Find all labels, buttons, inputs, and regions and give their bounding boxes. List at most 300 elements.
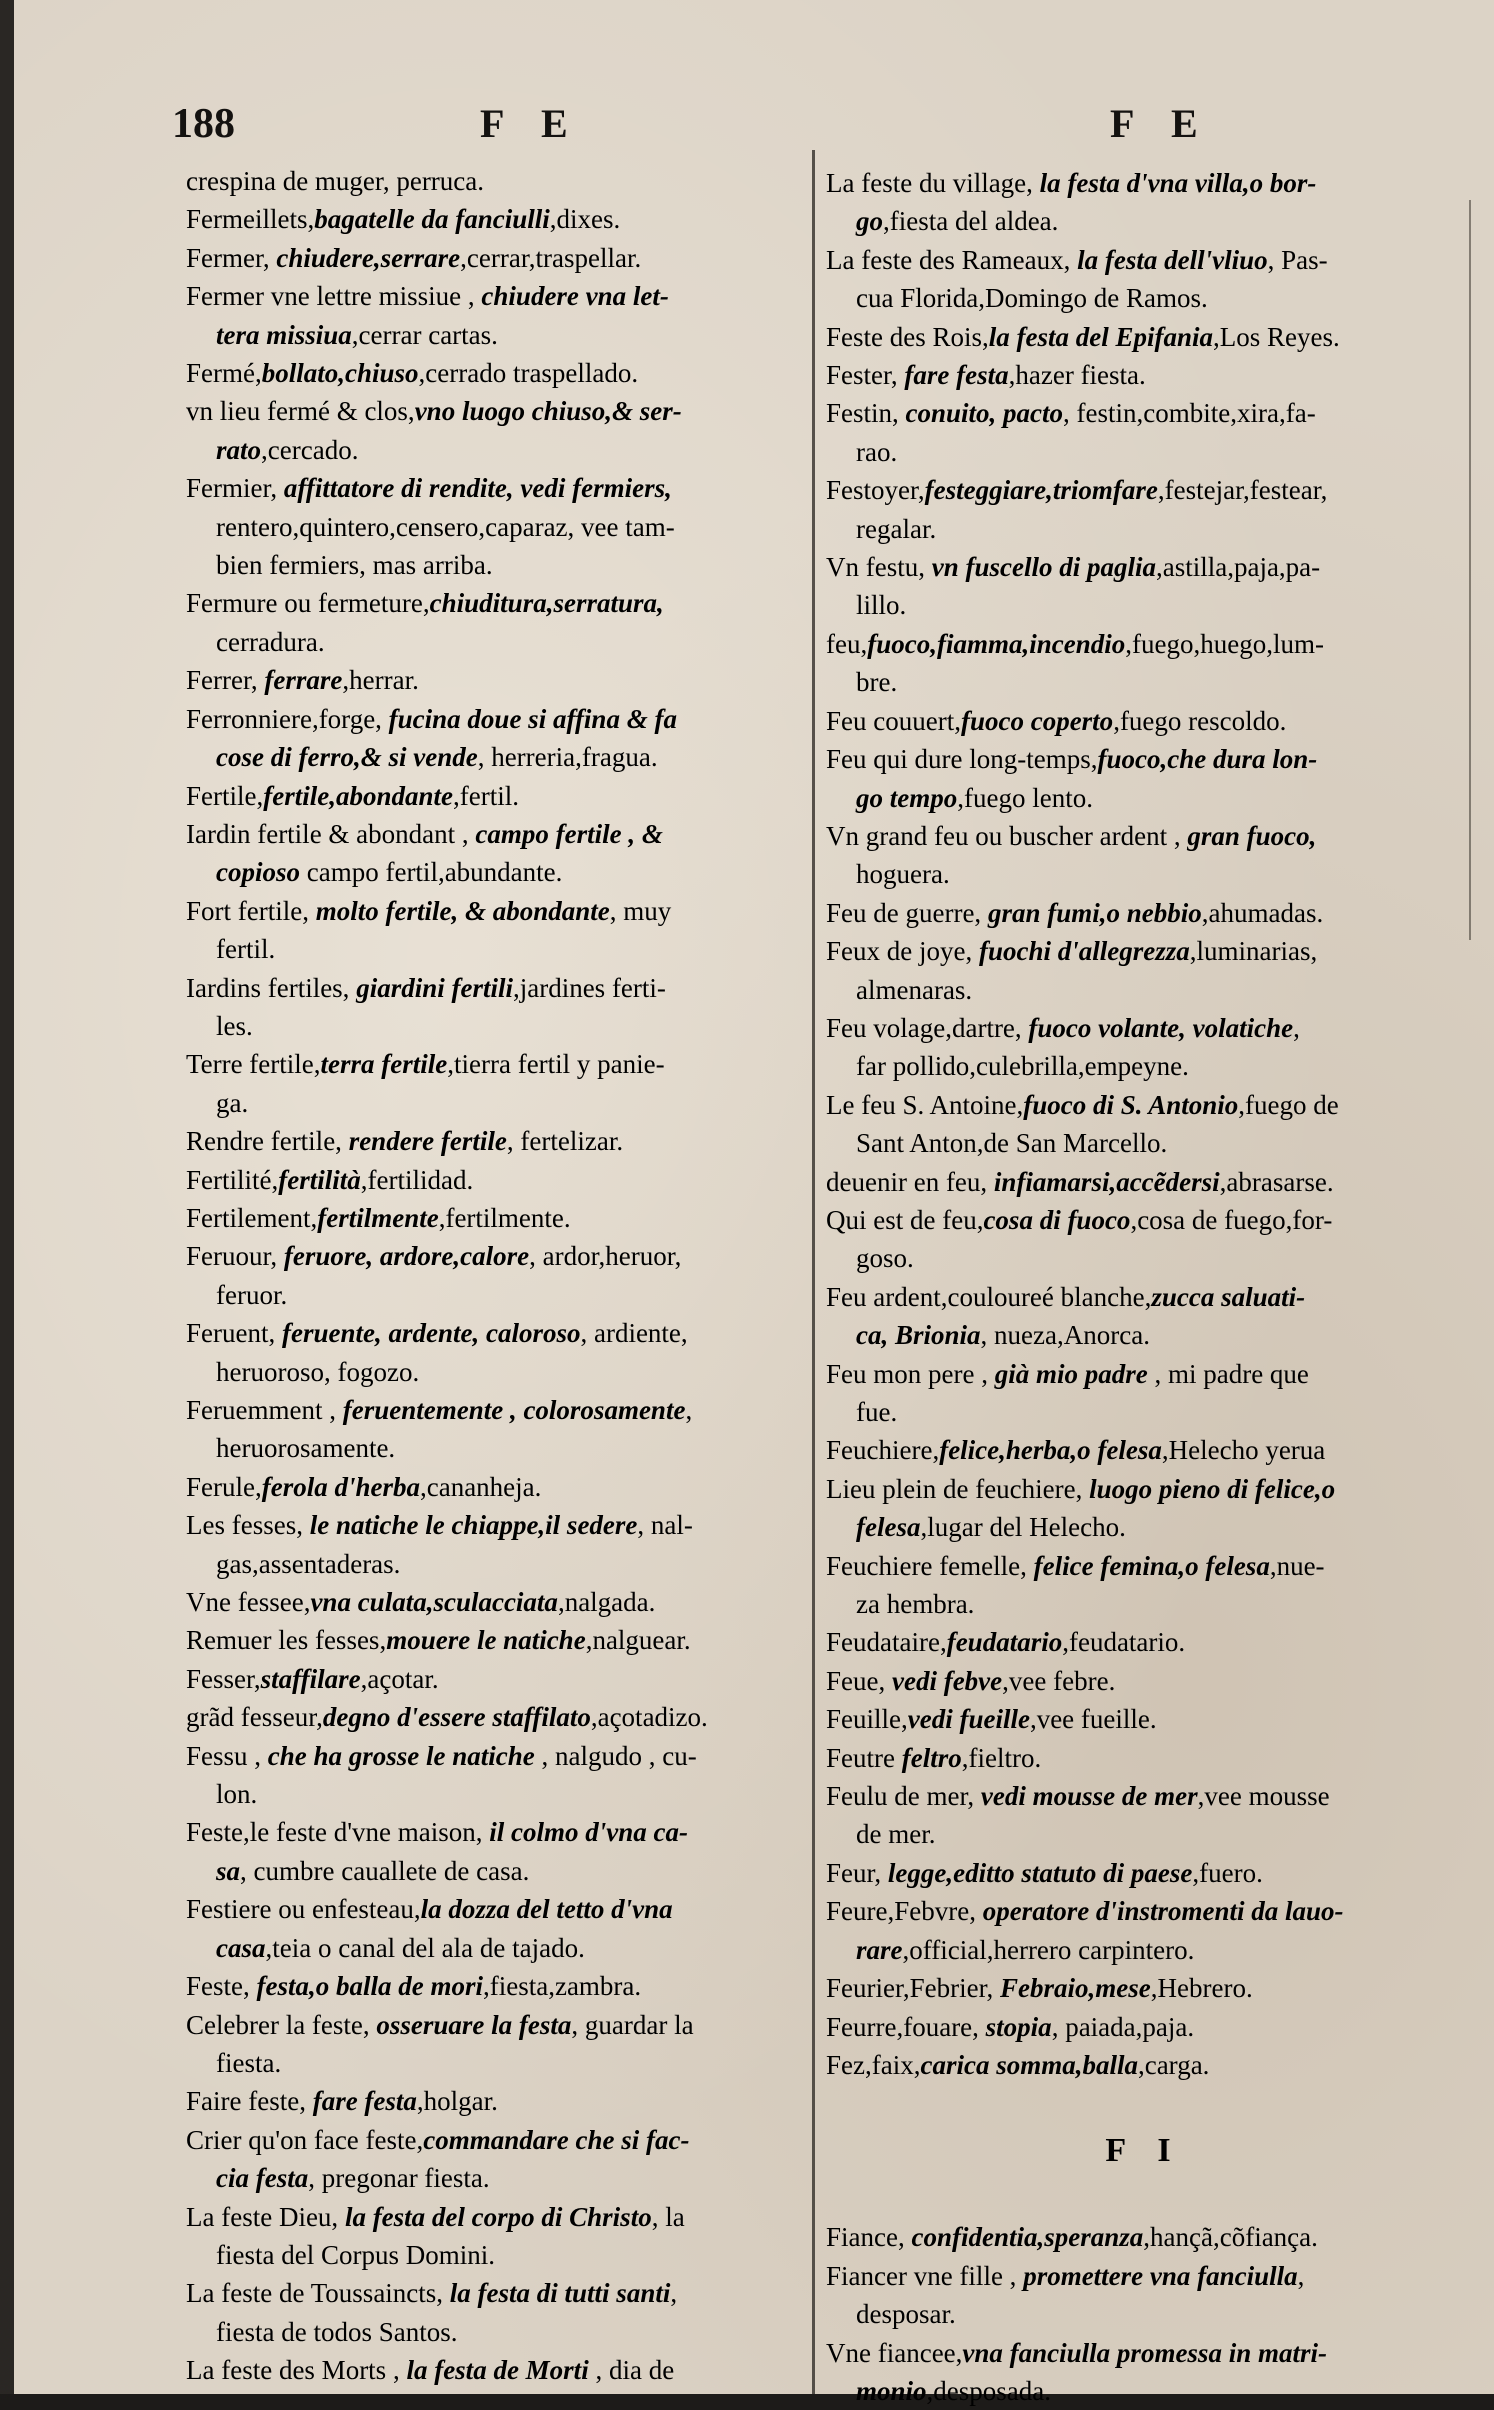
- dictionary-entry-line: [186, 392, 810, 430]
- italian-translation: rato: [216, 434, 262, 465]
- entry-text: ,fieltro.: [961, 1742, 1042, 1773]
- entry-text: ,Hebrero.: [1150, 1973, 1253, 2004]
- dictionary-entry-line: [186, 584, 810, 622]
- entry-continuation-line: [826, 1585, 1462, 1623]
- italian-translation: feruore, ardore,calore: [283, 1241, 530, 1272]
- book-gutter: [0, 0, 14, 2394]
- entry-text: , dia de: [588, 2355, 675, 2386]
- entry-text: Remuer les fesses,: [186, 1625, 387, 1656]
- dictionary-entry-line: [826, 318, 1462, 356]
- running-head-right: F E: [1110, 101, 1212, 146]
- entry-text: Festoyer,: [826, 475, 925, 506]
- entry-text: , paiada,paja.: [1051, 2011, 1195, 2042]
- entry-continuation-line: [186, 2313, 810, 2351]
- entry-text: ,fuero.: [1192, 1857, 1263, 1888]
- dictionary-entry-line: [826, 394, 1462, 432]
- italian-translation: fuoco,fiamma,incendio: [867, 628, 1126, 659]
- entry-continuation-line: [826, 510, 1462, 548]
- italian-translation: terra fertile: [320, 1049, 448, 1080]
- dictionary-entry-line: [826, 1777, 1462, 1815]
- dictionary-entry-line: [186, 1967, 810, 2005]
- entry-continuation-line: [826, 1316, 1462, 1354]
- italian-translation: osseruare la festa: [376, 2009, 572, 2040]
- entry-text: za hembra.: [856, 1589, 975, 1620]
- entry-text: ,Los Reyes.: [1213, 321, 1340, 352]
- dictionary-entry-line: [186, 1045, 810, 1083]
- entry-text: ,carga.: [1137, 2049, 1210, 2080]
- entry-continuation-line: [826, 279, 1462, 317]
- entry-text: ,cosa de fuego,for-: [1130, 1204, 1333, 1235]
- entry-text: Feuchiere,: [826, 1435, 940, 1466]
- entry-text: ,: [670, 2278, 678, 2309]
- entry-continuation-line: [186, 738, 810, 776]
- entry-text: heruoroso, fogozo.: [216, 1356, 420, 1387]
- entry-text: ,fuego de: [1238, 1089, 1339, 1120]
- dictionary-entry-line: [826, 1009, 1462, 1047]
- entry-text: Fermer vne lettre missiue ,: [186, 281, 482, 312]
- italian-translation: felice,herba,o felesa: [939, 1435, 1162, 1466]
- entry-text: Feurre,fouare,: [826, 2011, 986, 2042]
- italian-translation: la festa del Epifania: [988, 321, 1214, 352]
- italian-translation: la festa dell'vliuo: [1077, 244, 1268, 275]
- italian-translation: felesa: [856, 1512, 921, 1543]
- entry-text: ,dixes.: [549, 204, 621, 235]
- italian-translation: chiuditura,serratura,: [429, 588, 664, 619]
- italian-translation: ca, Brionia: [856, 1320, 981, 1351]
- entry-text: Feu mon pere ,: [826, 1358, 995, 1389]
- entry-text: cerradura.: [216, 626, 325, 657]
- italian-translation: che ha grosse le natiche: [267, 1740, 535, 1771]
- entry-text: ,feudatario.: [1062, 1627, 1186, 1658]
- entry-text: La feste des Rameaux,: [826, 244, 1078, 275]
- dictionary-entry-line: [186, 661, 810, 699]
- entry-text: , cumbre cauallete de casa.: [240, 1855, 530, 1886]
- entry-text: Feu volage,dartre,: [826, 1012, 1029, 1043]
- entry-continuation-line: [826, 1508, 1462, 1546]
- entry-text: deuenir en feu,: [826, 1166, 994, 1197]
- dictionary-entry-line: [826, 1969, 1462, 2007]
- entry-text: Faire feste,: [186, 2086, 313, 2117]
- dictionary-entry-line: [186, 892, 810, 930]
- entry-text: ,vee mousse: [1197, 1781, 1330, 1812]
- italian-translation: promettere vna fanciulla: [1023, 2260, 1298, 2291]
- entry-continuation-line: [186, 1084, 810, 1122]
- entry-text: fiesta de todos Santos.: [216, 2316, 458, 2347]
- entry-text: Vne fessee,: [186, 1587, 311, 1618]
- entry-text: , muy: [609, 895, 672, 926]
- entry-text: Iardins fertiles,: [186, 972, 357, 1003]
- entry-text: Vn grand feu ou buscher ardent ,: [826, 820, 1188, 851]
- italian-translation: cosa di fuoco: [983, 1204, 1131, 1235]
- entry-text: almenaras.: [856, 974, 973, 1005]
- entry-text: Feutre: [826, 1742, 902, 1773]
- entry-text: ,vee febre.: [1002, 1665, 1116, 1696]
- italian-translation: la festa d'vna villa,o bor-: [1039, 168, 1317, 198]
- entry-text: , nal-: [637, 1510, 693, 1541]
- dictionary-entry-line: [826, 625, 1462, 663]
- entry-text: ,fuego lento.: [957, 782, 1093, 813]
- entry-text: rao.: [856, 436, 898, 467]
- entry-text: fue.: [856, 1397, 898, 1427]
- italian-translation: fare festa: [312, 2086, 417, 2117]
- dictionary-entry-line: [186, 2082, 810, 2120]
- dictionary-entry-line: [826, 164, 1462, 202]
- entry-text: ,lugar del Helecho.: [920, 1512, 1126, 1543]
- italian-translation: sa: [216, 1855, 241, 1886]
- dictionary-entry-line: [826, 2334, 1462, 2372]
- dictionary-entry-line: [186, 469, 810, 507]
- dictionary-entry-line: [186, 1813, 810, 1851]
- right-margin-rule: [1469, 200, 1471, 940]
- italian-translation: go tempo: [856, 782, 958, 813]
- entry-text: feruor.: [216, 1279, 288, 1310]
- italian-translation: vedi fueille: [907, 1704, 1030, 1735]
- entry-text: ,fuego rescoldo.: [1113, 705, 1287, 736]
- entry-text: campo fertil,abundante.: [300, 857, 563, 888]
- left-column: [186, 162, 810, 2390]
- dictionary-entry-line: [186, 1237, 810, 1275]
- entry-text: les.: [216, 1010, 253, 1041]
- italian-translation: operatore d'instromenti da lauo-: [982, 1896, 1344, 1927]
- entry-continuation-line: [826, 779, 1462, 817]
- entry-text: Le feu S. Antoine,: [826, 1089, 1024, 1120]
- entry-continuation-line: [186, 1353, 810, 1391]
- italian-translation: vedi mousse de mer: [980, 1781, 1198, 1812]
- italian-translation: bagatelle da fanciulli: [314, 204, 550, 235]
- entry-continuation-line: [186, 1429, 810, 1467]
- entry-text: ,tierra fertil y panie-: [447, 1049, 665, 1080]
- dictionary-entry-line: [826, 1470, 1462, 1508]
- italian-translation: gran fumi,o nebbio: [987, 897, 1202, 928]
- italian-translation: ferrare: [264, 665, 343, 696]
- dictionary-entry-line: [826, 356, 1462, 394]
- entry-text: Fermure ou fermeture,: [186, 588, 430, 619]
- dictionary-entry-line: [186, 815, 810, 853]
- italian-translation: fuoco coperto: [960, 705, 1114, 736]
- entry-continuation-line: [186, 1929, 810, 1967]
- entry-continuation-line: [186, 1852, 810, 1890]
- italian-translation: feltro: [901, 1742, 962, 1773]
- entry-text: Feuille,: [826, 1704, 908, 1735]
- entry-text: , nalgudo , cu-: [534, 1740, 697, 1771]
- dictionary-entry-line: [826, 1854, 1462, 1892]
- italian-translation: vna culata,sculacciata: [310, 1587, 558, 1618]
- entry-continuation-line: [186, 508, 810, 546]
- entry-text: Fermier,: [186, 473, 284, 504]
- entry-text: Feure,Febvre,: [826, 1896, 983, 1927]
- entry-text: de mer.: [856, 1819, 936, 1850]
- entry-text: Celebrer la feste,: [186, 2009, 377, 2040]
- italian-translation: Febraio,mese: [1000, 1973, 1151, 2004]
- entry-text: ,hazer fiesta.: [1008, 360, 1146, 391]
- entry-continuation-line: [186, 2159, 810, 2197]
- italian-translation: monio: [856, 2375, 927, 2406]
- entry-text: ,: [1297, 2260, 1305, 2291]
- entry-continuation-line: [186, 853, 810, 891]
- entry-text: ga.: [216, 1087, 249, 1118]
- entry-text: Fiance,: [826, 2222, 912, 2253]
- italian-translation: chiudere,serrare: [276, 242, 461, 273]
- dictionary-entry-line: [186, 1660, 810, 1698]
- entry-text: ,Helecho yerua: [1161, 1435, 1326, 1466]
- entry-text: Feu couuert,: [826, 705, 961, 736]
- entry-continuation-line: [186, 1007, 810, 1045]
- entry-continuation-line: [826, 1393, 1462, 1431]
- entry-text: lillo.: [856, 590, 907, 621]
- dictionary-entry-line: [826, 2218, 1462, 2256]
- entry-text: crespina de muger, perruca.: [186, 166, 485, 196]
- dictionary-entry-line: [826, 1623, 1462, 1661]
- entry-text: Feu qui dure long-temps,: [826, 744, 1098, 775]
- page-number: 188: [172, 101, 235, 147]
- italian-translation: vedi febve: [891, 1665, 1003, 1696]
- entry-text: , festin,combite,xira,fa-: [1063, 398, 1316, 429]
- entry-text: Sant Anton,de San Marcello.: [856, 1128, 1168, 1159]
- entry-text: grãd fesseur,: [186, 1702, 323, 1733]
- dictionary-entry-line: [826, 241, 1462, 279]
- italian-translation: festa,o balla de mori: [256, 1971, 483, 2002]
- entry-text: ,hançã,cõfiança.: [1143, 2222, 1318, 2253]
- dictionary-entry-line: [826, 894, 1462, 932]
- dictionary-entry-line: [826, 817, 1462, 855]
- entry-text: Feste,: [186, 1971, 257, 2002]
- dictionary-entry-line: [826, 1739, 1462, 1777]
- dictionary-entry-line: [826, 1662, 1462, 1700]
- entry-continuation-line: [186, 623, 810, 661]
- entry-text: Fez,faix,: [826, 2049, 921, 2080]
- entry-text: Fessu ,: [186, 1740, 268, 1771]
- entry-text: Fesser,: [186, 1663, 261, 1694]
- entry-text: ,fiesta del aldea.: [883, 206, 1059, 237]
- entry-continuation-line: [826, 2295, 1462, 2333]
- entry-text: rentero,quintero,censero,caparaz, vee tam-: [216, 511, 675, 542]
- italian-translation: festeggiare,triomfare: [924, 475, 1158, 506]
- italian-translation: molto fertile, & abondante: [315, 895, 610, 926]
- entry-text: , fertelizar.: [506, 1126, 624, 1157]
- dictionary-entry-line: [186, 1506, 810, 1544]
- italian-translation: gran fuoco,: [1187, 820, 1317, 851]
- dictionary-entry-line: [186, 2274, 810, 2312]
- dictionary-entry-line: [826, 932, 1462, 970]
- entry-text: La feste de Toussaincts,: [186, 2278, 450, 2309]
- italian-translation: infiamarsi,accẽdersi: [993, 1166, 1220, 1197]
- entry-text: Ferrer,: [186, 665, 265, 696]
- italian-translation: fertile,abondante: [263, 780, 453, 811]
- entry-continuation-line: [186, 2044, 810, 2082]
- italian-translation: commandare che si fac-: [423, 2124, 690, 2155]
- italian-translation: degno d'essere staffilato: [322, 1702, 591, 1733]
- italian-translation: vn fuscello di paglia: [931, 552, 1156, 583]
- entry-text: fiesta del Corpus Domini.: [216, 2239, 495, 2270]
- italian-translation: vna fanciulla promessa in matri-: [962, 2337, 1327, 2368]
- italian-translation: copioso: [216, 857, 300, 888]
- dictionary-entry-line: [186, 2121, 810, 2159]
- entry-text: Feu de guerre,: [826, 897, 988, 928]
- entry-text: Festin,: [826, 398, 906, 429]
- italian-translation: fertilità: [278, 1164, 361, 1195]
- entry-text: ,fertilmente.: [438, 1202, 571, 1233]
- entry-text: ,cercado.: [261, 434, 359, 465]
- entry-text: Fiancer vne fille ,: [826, 2260, 1024, 2291]
- entry-text: , ardiente,: [580, 1318, 688, 1349]
- italian-translation: bollato,chiuso: [261, 358, 419, 389]
- entry-text: ,jardines ferti-: [512, 972, 666, 1003]
- dictionary-entry-line: [186, 1737, 810, 1775]
- entry-text: ,astilla,paja,pa-: [1155, 552, 1321, 583]
- entry-text: ,teia o canal del ala de tajado.: [265, 1932, 585, 1963]
- entry-text: La feste du village,: [826, 168, 1040, 198]
- entry-text: La feste des Morts ,: [186, 2355, 407, 2386]
- entry-text: hoguera.: [856, 859, 950, 890]
- dictionary-entry-line: [186, 2351, 810, 2389]
- entry-text: Feudataire,: [826, 1627, 947, 1658]
- entry-continuation-line: [826, 1047, 1462, 1085]
- entry-text: Feur,: [826, 1857, 888, 1888]
- entry-text: bre.: [856, 667, 898, 698]
- entry-text: Les fesses,: [186, 1510, 310, 1541]
- italian-translation: affittatore di rendite, vedi fermiers,: [283, 473, 672, 504]
- entry-text: Feuchiere femelle,: [826, 1550, 1034, 1581]
- italian-translation: il colmo d'vna ca-: [489, 1817, 689, 1848]
- entry-text: Feulu de mer,: [826, 1781, 981, 1812]
- entry-text: Qui est de feu,: [826, 1204, 984, 1235]
- dictionary-entry-line: [826, 2046, 1462, 2084]
- entry-text: far pollido,culebrilla,empeyne.: [856, 1051, 1189, 1082]
- entry-text: ,vee fueille.: [1029, 1704, 1157, 1735]
- dictionary-entry-line: [826, 740, 1462, 778]
- dictionary-entry-line: [186, 777, 810, 815]
- entry-continuation-line: [186, 1276, 810, 1314]
- italian-translation: vno luogo chiuso,& ser-: [414, 396, 682, 427]
- italian-translation: ferola d'herba: [261, 1471, 420, 1502]
- entry-text: feu,: [826, 628, 868, 659]
- entry-text: Fort fertile,: [186, 895, 316, 926]
- entry-text: ,: [1293, 1012, 1300, 1043]
- dictionary-entry-line: [186, 354, 810, 392]
- dictionary-entry-line: [826, 1547, 1462, 1585]
- entry-text: ,fuego,huego,lum-: [1125, 628, 1324, 659]
- italian-translation: campo fertile , &: [475, 818, 663, 849]
- entry-text: Fester,: [826, 360, 905, 391]
- running-head-left: F E: [480, 101, 582, 146]
- entry-text: Vn festu,: [826, 552, 932, 583]
- italian-translation: fuoco di S. Antonio: [1023, 1089, 1239, 1120]
- entry-text: ,desposada.: [926, 2375, 1051, 2406]
- entry-text: Fertilité,: [186, 1164, 279, 1195]
- section-heading: F I: [1105, 2132, 1183, 2170]
- entry-text: regalar.: [856, 513, 937, 544]
- italian-translation: staffilare: [260, 1663, 361, 1694]
- entry-text: fiesta.: [216, 2047, 282, 2078]
- italian-translation: tera missiua: [216, 319, 352, 350]
- italian-translation: fare festa: [904, 360, 1009, 391]
- dictionary-entry-line: [186, 969, 810, 1007]
- entry-text: ,: [685, 1395, 693, 1425]
- entry-text: Terre fertile,: [186, 1049, 321, 1080]
- dictionary-entry-line: [186, 1583, 810, 1621]
- italian-translation: già mio padre: [994, 1358, 1148, 1389]
- entry-text: ,ahumadas.: [1201, 897, 1324, 928]
- entry-text: , guardar la: [571, 2009, 694, 2040]
- italian-translation: fuoco,che dura lon-: [1097, 744, 1318, 775]
- entry-text: Crier qu'on face feste,: [186, 2124, 424, 2155]
- entry-text: lon.: [216, 1779, 258, 1810]
- dictionary-entry-line: [186, 1391, 810, 1429]
- entry-text: , herreria,fragua.: [477, 742, 658, 773]
- entry-continuation-line: [186, 930, 810, 968]
- entry-continuation-line: [186, 1775, 810, 1813]
- dictionary-entry-line: [186, 277, 810, 315]
- entry-text: desposar.: [856, 2299, 956, 2330]
- dictionary-entry-line: [186, 200, 810, 238]
- dictionary-entry-line: [826, 1355, 1462, 1393]
- italian-translation: stopia: [985, 2011, 1052, 2042]
- italian-translation: feruentemente , colorosamente: [342, 1395, 686, 1425]
- dictionary-entry-line: [186, 1161, 810, 1199]
- entry-text: ,nalgada.: [557, 1587, 656, 1618]
- entry-text: Feurier,Febrier,: [826, 1973, 1001, 2004]
- italian-translation: cose di ferro,& si vende: [216, 742, 478, 773]
- entry-text: Feu ardent,couloureé blanche,: [826, 1281, 1152, 1312]
- entry-continuation-line: [826, 433, 1462, 471]
- entry-continuation-line: [826, 855, 1462, 893]
- italian-translation: zucca saluati-: [1151, 1281, 1306, 1312]
- dictionary-entry-line: [186, 700, 810, 738]
- italian-translation: giardini fertili: [356, 972, 513, 1003]
- italian-translation: feruente, ardente, caloroso: [281, 1318, 581, 1349]
- italian-translation: la festa del corpo di Christo: [344, 2201, 652, 2232]
- entry-text: heruorosamente.: [216, 1433, 396, 1464]
- entry-text: fertil.: [216, 934, 276, 965]
- entry-continuation-line: [826, 586, 1462, 624]
- entry-text: goso.: [856, 1243, 914, 1274]
- dictionary-entry-line: [186, 1468, 810, 1506]
- italian-translation: mouere le natiche: [386, 1625, 586, 1656]
- entry-text: Fertile,: [186, 780, 264, 811]
- entry-text: Feruour,: [186, 1241, 284, 1272]
- dictionary-entry-line: [186, 2198, 810, 2236]
- dictionary-entry-line: [826, 1086, 1462, 1124]
- entry-text: Vne fiancee,: [826, 2337, 963, 2368]
- italian-translation: confidentia,speranza: [911, 2222, 1144, 2253]
- entry-continuation-line: [826, 1815, 1462, 1853]
- italian-translation: cia festa: [216, 2163, 309, 2194]
- entry-text: ,fertilidad.: [360, 1164, 474, 1195]
- italian-translation: le natiche le chiappe,il sedere: [309, 1510, 638, 1541]
- entry-continuation-line: [826, 663, 1462, 701]
- dictionary-entry-line: [826, 1201, 1462, 1239]
- entry-text: ,festejar,festear,: [1157, 475, 1328, 506]
- dictionary-entry-line: [186, 239, 810, 277]
- entry-text: Festiere ou enfesteau,: [186, 1894, 421, 1925]
- italian-translation: feudatario: [946, 1627, 1063, 1658]
- entry-text: ,cerrar,traspellar.: [460, 242, 642, 273]
- entry-text: Feruent,: [186, 1318, 282, 1349]
- dictionary-entry-line: [186, 1199, 810, 1237]
- entry-continuation-line: [826, 1239, 1462, 1277]
- entry-text: Ferronniere,forge,: [186, 703, 389, 734]
- entry-text: Feste des Rois,: [826, 321, 989, 352]
- dictionary-entry-line: [186, 1122, 810, 1160]
- entry-continuation-line: [826, 1124, 1462, 1162]
- column-rule: [812, 150, 815, 2394]
- entry-continuation-line: [826, 1931, 1462, 1969]
- dictionary-entry-line: [826, 702, 1462, 740]
- dictionary-entry-line: [826, 1700, 1462, 1738]
- italian-translation: go: [856, 206, 883, 237]
- italian-translation: la dozza del tetto d'vna: [420, 1894, 673, 1925]
- entry-text: ,cananheja.: [419, 1471, 542, 1502]
